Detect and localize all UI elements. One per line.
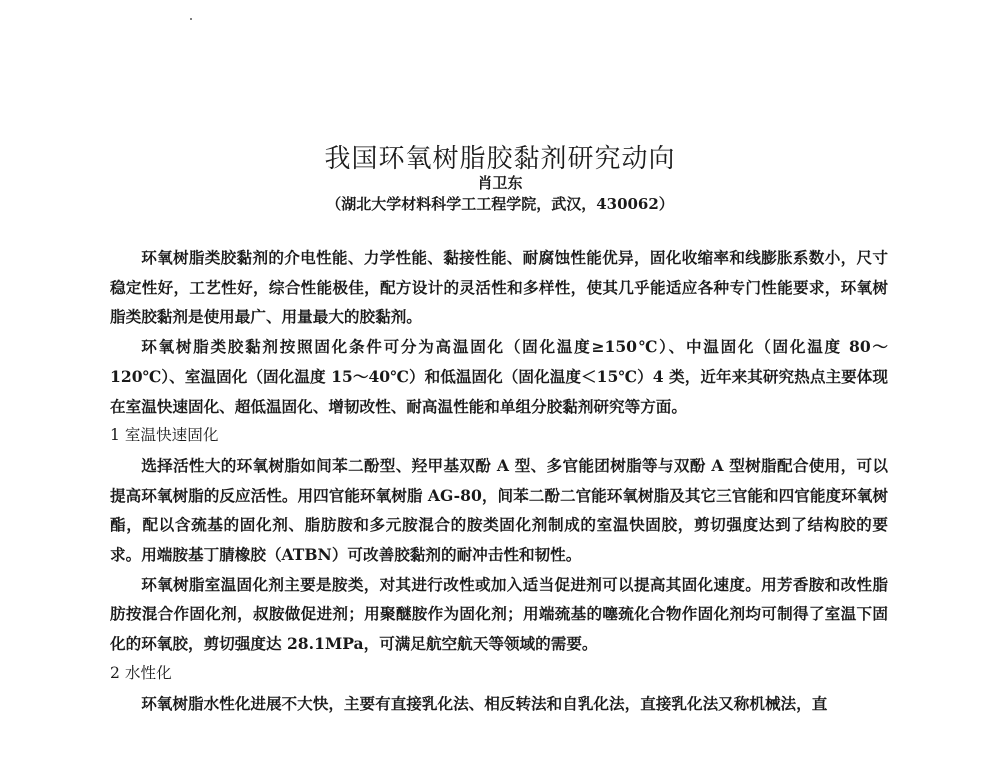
body-paragraph: 环氧树脂类胶黏剂的介电性能、力学性能、黏接性能、耐腐蚀性能优异，固化收缩率和线膨胀系数小，尺寸稳定性好，工艺性好，综合性能极佳，配方设计的灵活性和多样性，使其几乎能适应各种专门性能要求，环氧树脂类胶黏剂是使用最广、用量最大的胶黏剂。 — [110, 248, 888, 327]
section-heading: 1 室温快速固化 — [110, 426, 219, 445]
body-paragraph: 环氧树脂类胶黏剂按照固化条件可分为高温固化（固化温度≥150℃）、中温固化（固化温度 80～120℃）、室温固化（固化温度 15～40℃）和低温固化（固化温度＜15℃）4 类，近年来其研究热点主要体现在室温快速固化、超低温固化、增韧改性、耐高温性能和单组分胶黏剂研究等方面。 — [110, 337, 888, 416]
scan-speck — [190, 18, 192, 20]
section-heading: 2 水性化 — [110, 663, 172, 682]
author-name: 肖卫东 — [477, 174, 523, 192]
author-affiliation: （湖北大学材料科学工工程学院，武汉，430062） — [326, 195, 674, 213]
body-paragraph: 选择活性大的环氧树脂如间苯二酚型、羟甲基双酚 A 型、多官能团树脂等与双酚 A 型树脂配合使用，可以提高环氧树脂的反应活性。用四官能环氧树脂 AG-80，间苯二酚二官能环氧树脂及其它三官能和四官能度环氧树酯，配以含巯基的固化剂、脂肪胺和多元胺混合的胺类固化剂制成的室温快固胶，剪切强度达到了结构胶的要求。用端胺基丁腈橡胶（ATBN）可改善胶黏剂的耐冲击性和韧性。 — [110, 455, 888, 565]
paper-body — [110, 243, 888, 718]
body-paragraph: 环氧树脂室温固化剂主要是胺类，对其进行改性或加入适当促进剂可以提高其固化速度。用芳香胺和改性脂肪按混合作固化剂，叔胺做促进剂；用聚醚胺作为固化剂；用端巯基的噻巯化合物作固化剂均可制得了室温下固化的环氧胶，剪切强度达 28.1MPa，可满足航空航天等领域的需要。 — [110, 574, 888, 654]
paper-title: 我国环氧树脂胶黏剂研究动向 — [324, 144, 676, 174]
body-paragraph: 环氧树脂水性化进展不大快，主要有直接乳化法、相反转法和自乳化法，直接乳化法又称机械法，直 — [141, 693, 828, 713]
